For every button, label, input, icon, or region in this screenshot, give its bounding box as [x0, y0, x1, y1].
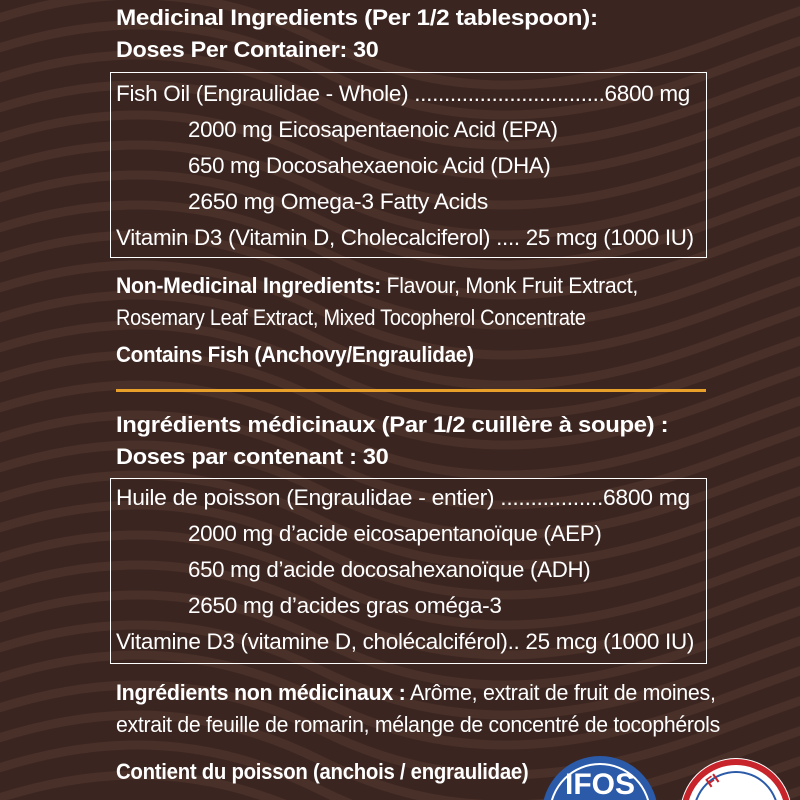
ifos-badge-text: IFOS — [564, 768, 636, 800]
french-row-fish-oil: Huile de poisson (Engraulidae - entier) .................6800 mg — [116, 485, 690, 510]
french-row-vitamin-d3: Vitamine D3 (vitamine D, cholécalciférol).. 25 mcg (1000 IU) — [116, 629, 695, 654]
english-row-epa: 2000 mg Eicosapentaenoic Acid (EPA) — [188, 117, 558, 142]
french-non-medicinal-text: Arôme, extrait de fruit de moines, — [405, 680, 716, 705]
french-non-medicinal-line-1 — [116, 679, 716, 707]
english-non-medicinal-line-1 — [116, 272, 638, 300]
french-doses: Doses par contenant : 30 — [116, 444, 389, 469]
english-heading: Medicinal Ingredients (Per 1/2 tablespoon): — [116, 5, 598, 30]
section-divider — [116, 389, 706, 392]
english-row-fish-oil: Fish Oil (Engraulidae - Whole) ................................6800 mg — [116, 81, 690, 106]
red-badge-text: FI — [702, 770, 722, 791]
english-allergen: Contains Fish (Anchovy/Engraulidae) — [116, 342, 474, 367]
english-non-medicinal-line-2: Rosemary Leaf Extract, Mixed Tocopherol Concentrate — [116, 305, 586, 330]
french-row-adh: 650 mg d’acide docosahexanoïque (ADH) — [188, 557, 591, 582]
french-row-aep: 2000 mg d’acide eicosapentanoïque (AEP) — [188, 521, 602, 546]
english-row-omega3: 2650 mg Omega-3 Fatty Acids — [188, 189, 489, 214]
french-non-medicinal-label: Ingrédients non médicinaux : — [116, 680, 406, 705]
english-row-vitamin-d3: Vitamin D3 (Vitamin D, Cholecalciferol) .... 25 mcg (1000 IU) — [116, 225, 694, 250]
english-non-medicinal-label: Non-Medicinal Ingredients: — [116, 273, 381, 298]
english-non-medicinal-text: Flavour, Monk Fruit Extract, — [380, 273, 638, 298]
french-allergen: Contient du poisson (anchois / engraulidae) — [116, 759, 529, 784]
english-row-dha: 650 mg Docosahexaenoic Acid (DHA) — [188, 153, 551, 178]
french-heading: Ingrédients médicinaux (Par 1/2 cuillère à soupe) : — [116, 412, 669, 437]
red-certification-seal-icon — [676, 752, 800, 800]
french-row-omega3: 2650 mg d’acides gras oméga-3 — [188, 593, 502, 618]
english-doses: Doses Per Container: 30 — [116, 37, 379, 62]
french-non-medicinal-line-2: extrait de feuille de romarin, mélange de concentré de tocophérols — [116, 712, 720, 737]
ifos-certification-seal-icon — [540, 752, 660, 800]
